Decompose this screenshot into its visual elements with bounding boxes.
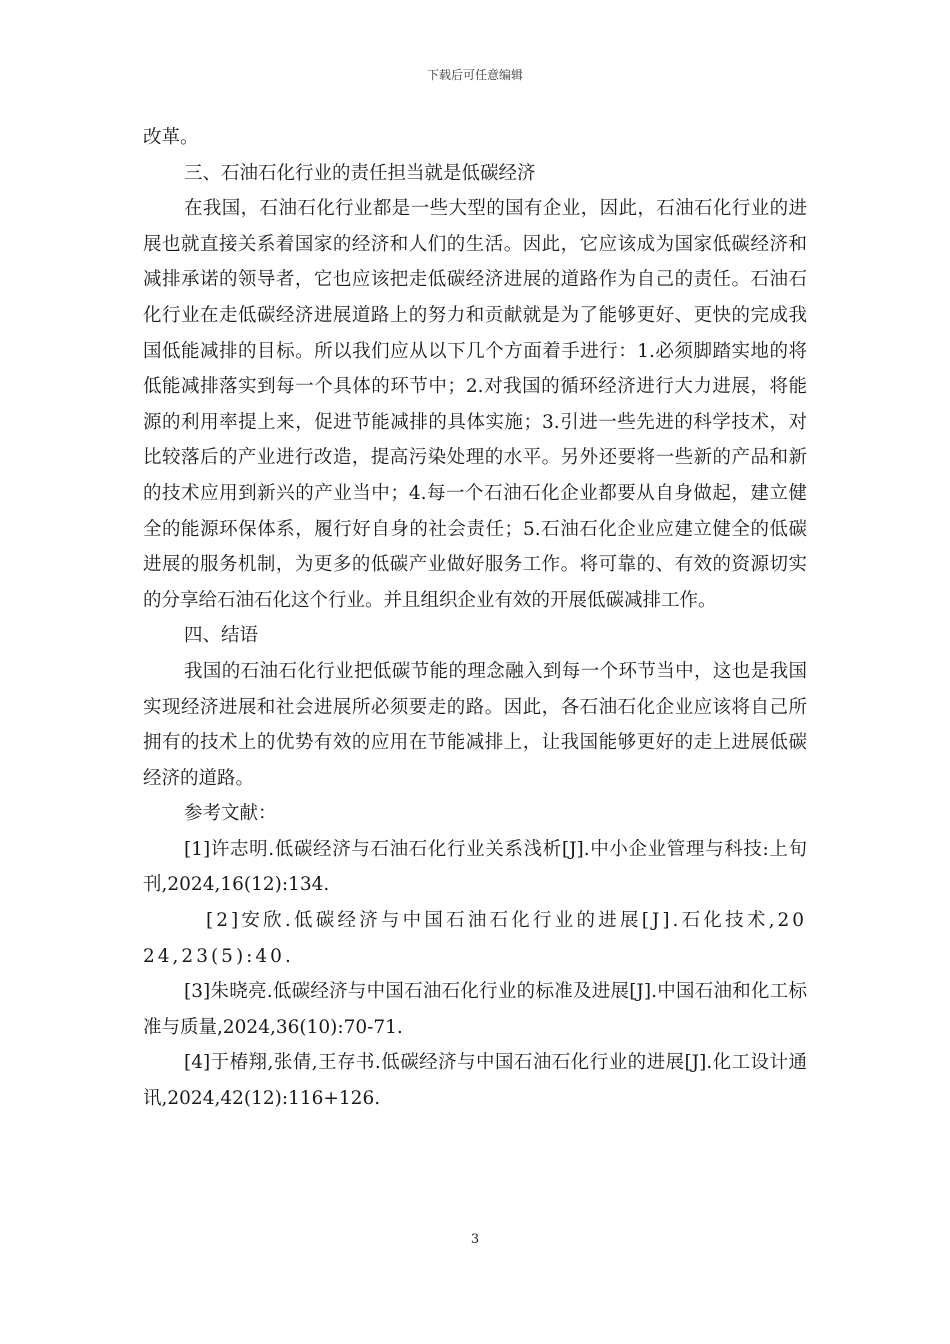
continued-paragraph: 改革。 [143, 127, 199, 148]
reference-2 [143, 903, 807, 974]
conclusion-paragraph: 我国的石油石化行业把低碳节能的理念融入到每一个环节当中，这也是我国实现经济进展和社会进展所必须要走的路。因此，各石油石化企业应该将自己所拥有的技术上的优势有效的应用在节能减排上，让我国能够更好的走上进展低碳经济的道路。 [143, 660, 807, 789]
reference-3: [3]朱晓亮.低碳经济与中国石油石化行业的标准及进展[J].中国石油和化工标准与质量,2024,36(10):70-71. [143, 981, 807, 1038]
section-3-paragraph: 在我国，石油石化行业都是一些大型的国有企业，因此，石油石化行业的进展也就直接关系着国家的经济和人们的生活。因此，它应该成为国家低碳经济和减排承诺的领导者，它也应该把走低碳经济进展的道路作为自己的责任。石油石化行业在走低碳经济进展道路上的努力和贡献就是为了能够更好、更快的完成我国低能减排的目标。所以我们应从以下几个方面着手进行：1.必须脚踏实地的将低能减排落实到每一个具体的环节中；2.对我国的循环经济进行大力进展，将能源的利用率提上来，促进节能减排的具体实施；3.引进一些先进的科学技术，对比较落后的产业进行改造，提高污染处理的水平。另外还要将一些新的产品和新的技术应用到新兴的产业当中；4.每一个石油石化企业都要从自身做起，建立健全的能源环保体系，履行好自身的社会责任；5.石油石化企业应建立健全的低碳进展的服务机制，为更多的低碳产业做好服务工作。将可靠的、有效的资源切实的分享给石油石化这个行业。并且组织企业有效的开展低碳减排工作。 [143, 198, 807, 611]
document-body [143, 120, 807, 1117]
page-header-note: 下载后可任意编辑 [426, 68, 523, 82]
section-heading-3: 三、石油石化行业的责任担当就是低碳经济 [184, 162, 536, 184]
references-title: 参考文献： [184, 803, 277, 825]
reference-1: [1]许志明.低碳经济与石油石化行业关系浅析[J].中小企业管理与科技:上旬刊,2024,16(12):134. [143, 838, 807, 896]
page-number: 3 [470, 1232, 480, 1247]
reference-4: [4]于椿翔,张倩,王存书.低碳经济与中国石油石化行业的进展[J].化工设计通讯,2024,42(12):116+126. [143, 1052, 807, 1110]
reference-2-text: [2]安欣.低碳经济与中国石油石化行业的进展[J].石化技术,2024,23(5):40. [143, 910, 807, 967]
section-heading-4: 四、结语 [184, 625, 259, 647]
